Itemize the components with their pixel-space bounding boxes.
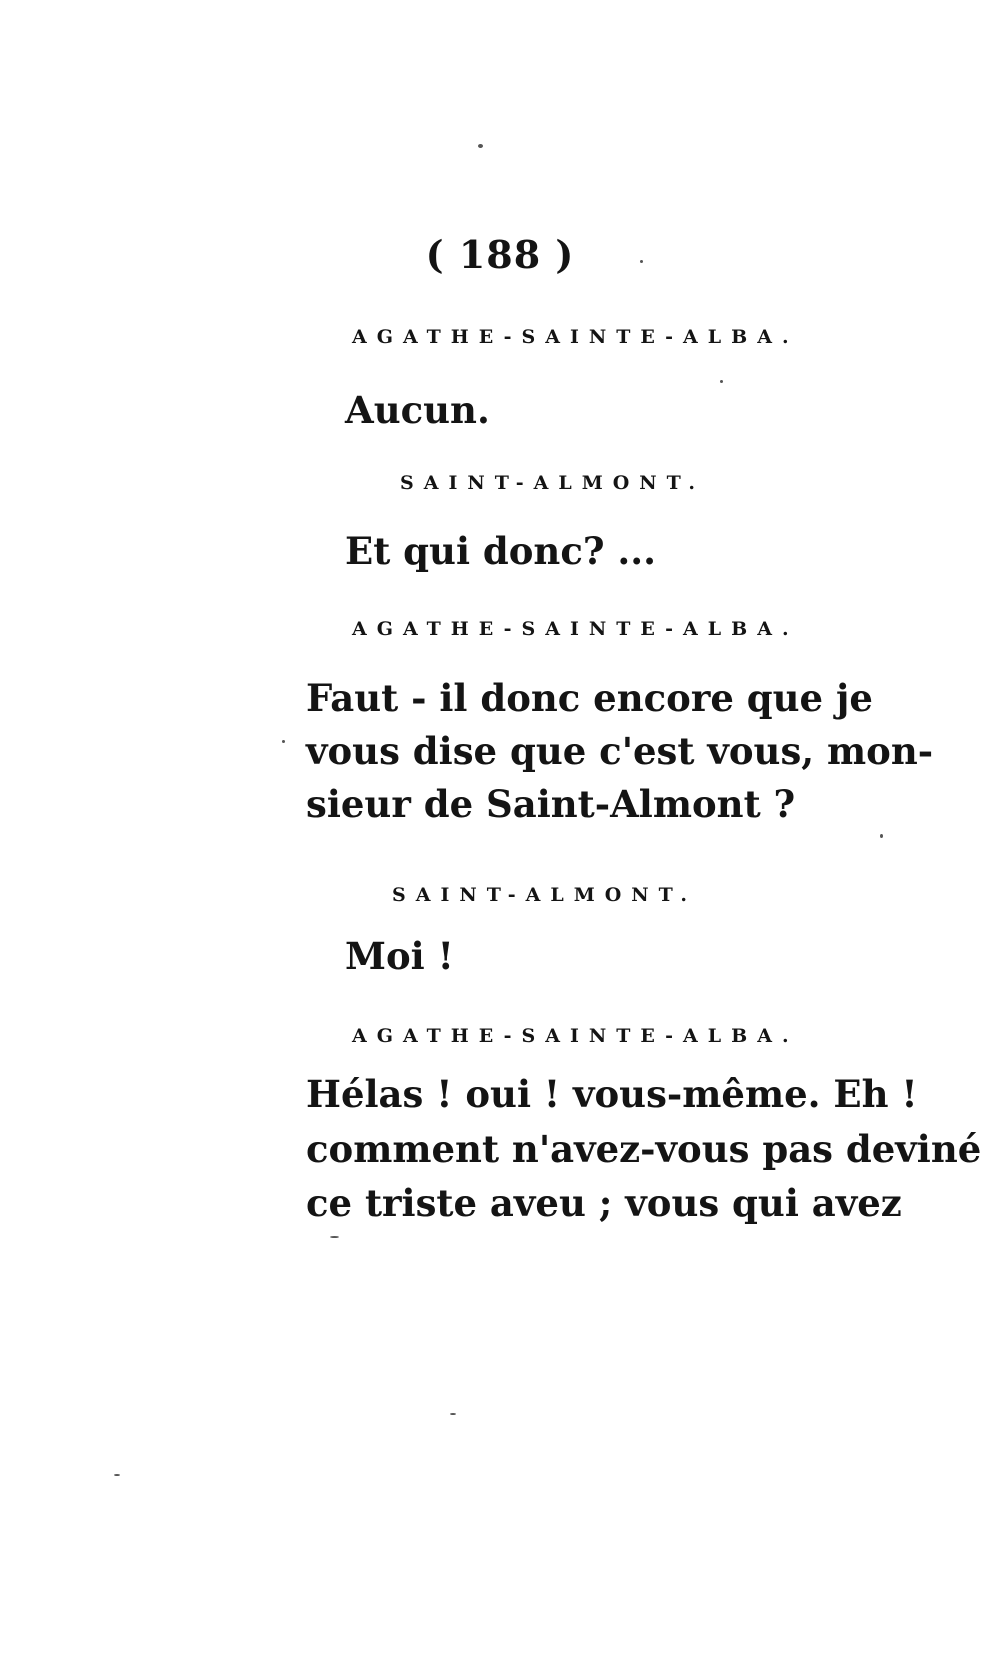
scan-speck: [720, 380, 723, 383]
speaker-heading-saint-almont: SAINT-ALMONT.: [400, 472, 705, 494]
page-number: ( 188 ): [425, 232, 575, 277]
speaker-heading-agathe: AGATHE-SAINTE-ALBA.: [352, 326, 799, 348]
scan-speck: [330, 1236, 339, 1238]
speaker-heading-saint-almont: SAINT-ALMONT.: [392, 884, 697, 906]
speech-line: Faut - il donc encore que je: [306, 676, 873, 720]
speech-line: Moi !: [345, 934, 454, 978]
speaker-heading-agathe: AGATHE-SAINTE-ALBA.: [352, 1025, 799, 1047]
scan-speck: [114, 1474, 120, 1476]
speech-line: vous dise que c'est vous, mon-: [306, 729, 934, 773]
scan-speck: [450, 1413, 456, 1415]
scan-speck: [478, 144, 483, 148]
speech-line: comment n'avez-vous pas deviné: [306, 1127, 982, 1171]
scan-speck: [640, 260, 643, 263]
speaker-heading-agathe: AGATHE-SAINTE-ALBA.: [352, 618, 799, 640]
speech-line: Et qui donc? ...: [345, 529, 657, 573]
scan-speck: [880, 834, 883, 838]
speech-line: ce triste aveu ; vous qui avez: [306, 1181, 902, 1225]
speech-line: sieur de Saint-Almont ?: [306, 782, 796, 826]
speech-line: Hélas ! oui ! vous-même. Eh !: [306, 1072, 918, 1116]
scan-speck: [282, 740, 285, 743]
speech-line: Aucun.: [345, 388, 490, 432]
